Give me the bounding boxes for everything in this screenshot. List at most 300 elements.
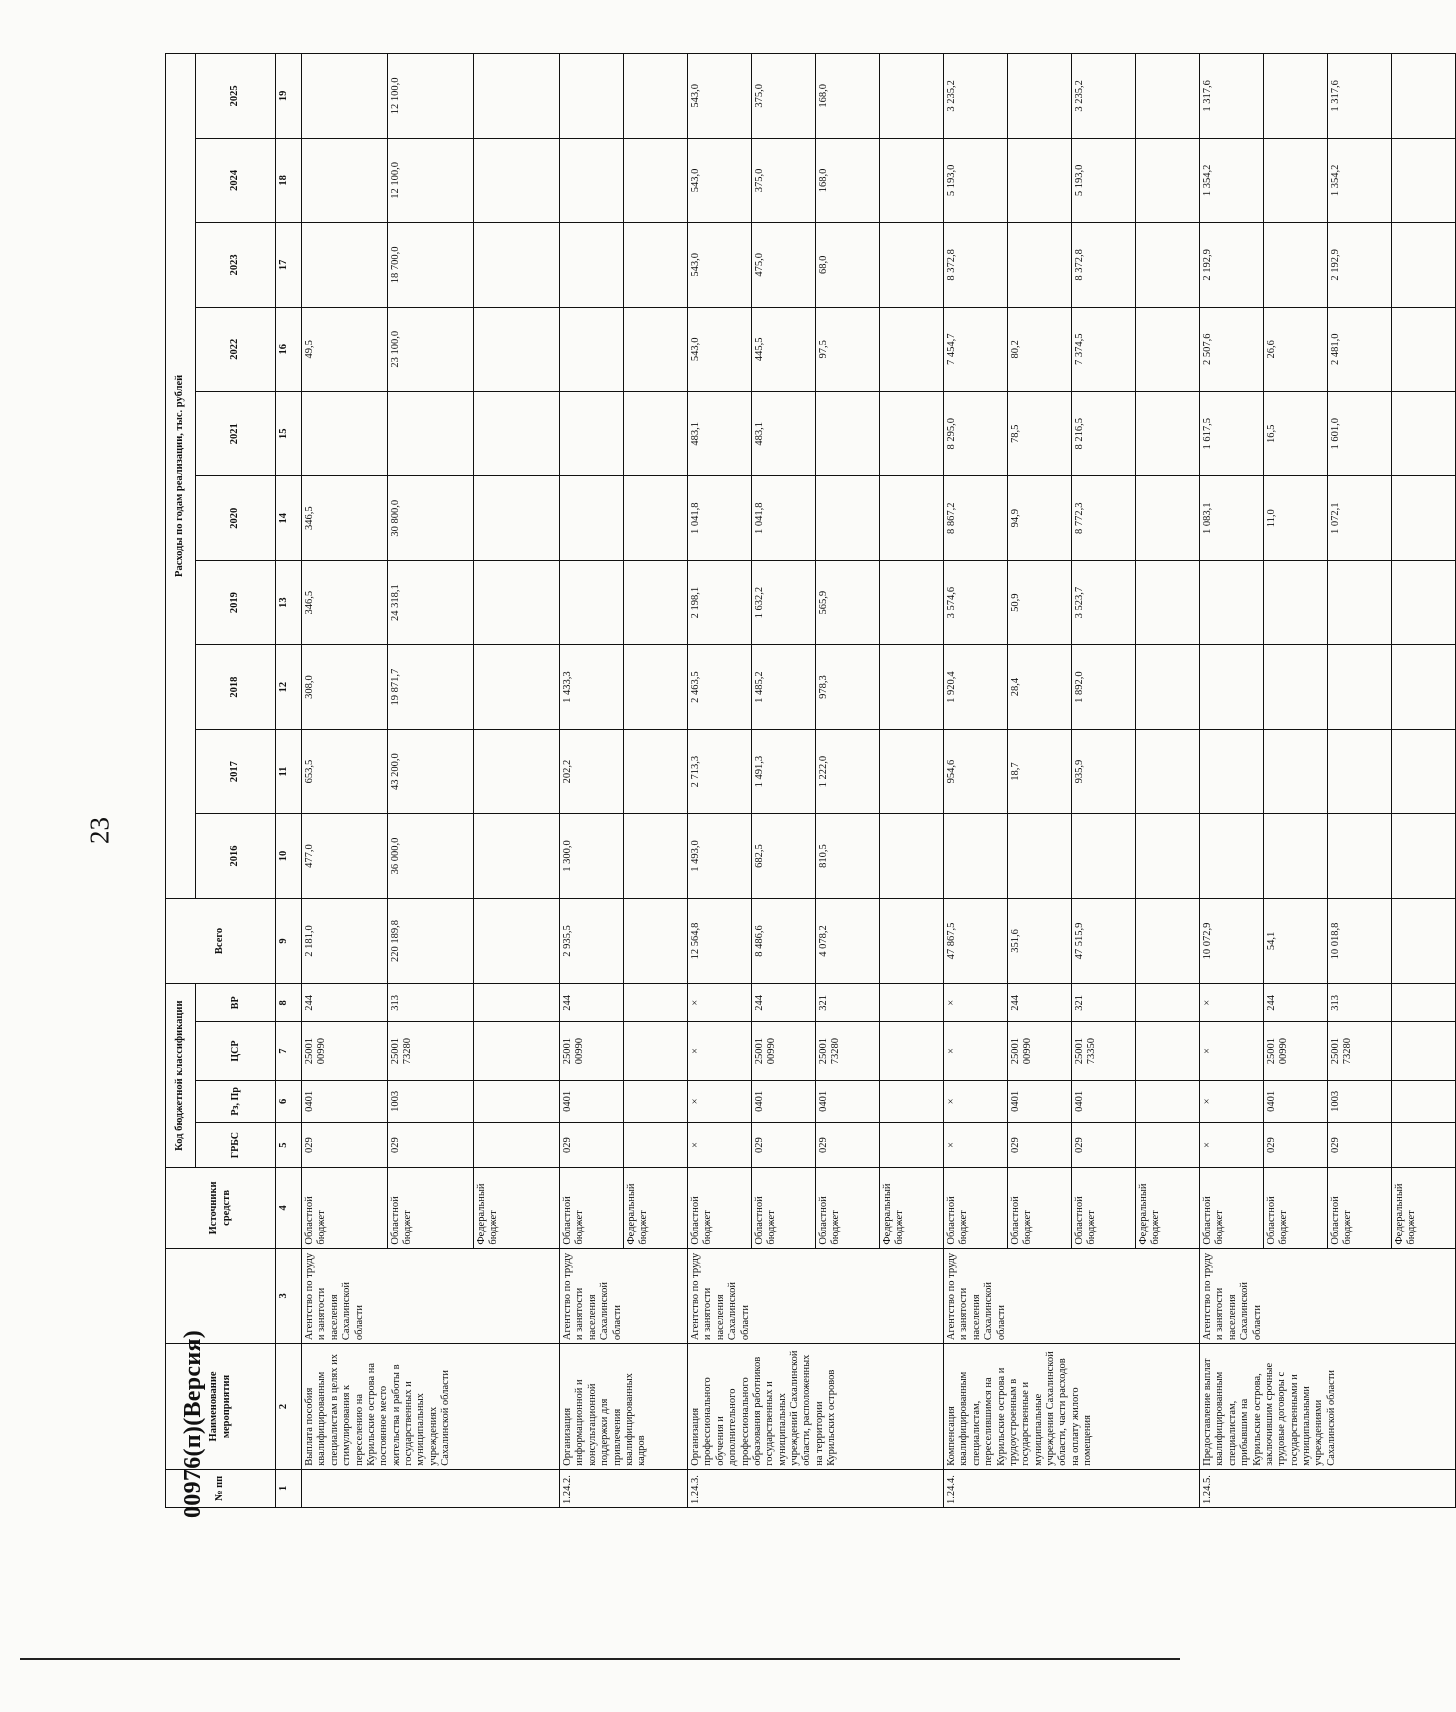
year-value-2025: 1 317,6 xyxy=(1328,54,1392,139)
year-value-2023 xyxy=(560,223,624,307)
year-value-2019 xyxy=(560,560,624,644)
year-value-2023 xyxy=(474,223,560,307)
index-cell: 4 xyxy=(276,1168,302,1248)
year-value-2024 xyxy=(624,138,688,222)
year-value-2024 xyxy=(880,138,944,222)
funding-source: Областной бюджет xyxy=(816,1168,880,1248)
header-kbk-2: ЦСР xyxy=(196,1022,276,1080)
year-value-2022: 445,5 xyxy=(752,307,816,391)
year-value-2017: 2 713,3 xyxy=(688,729,752,813)
measure-name: Компенсация квалифицированным специалистам, переселившимся на Курильские острова и трудоустроенным в государственные и муниципальные учреждения Сахалинской области, части расходов на оплату жилого помещения xyxy=(944,1344,1200,1470)
vr-code xyxy=(880,984,944,1022)
total-value: 54,1 xyxy=(1264,898,1328,983)
index-cell: 11 xyxy=(276,729,302,813)
measure-name: Выплата пособия квалифицированным специалистам в целях их стимулирования к переселению на Курильские острова на постоянное место жительства и работы в государственных и муниципальных учреждениях Сахалинской области xyxy=(302,1344,560,1470)
vr-code: × xyxy=(1200,984,1264,1022)
total-value: 12 564,8 xyxy=(688,898,752,983)
year-value-2022: 23 100,0 xyxy=(388,307,474,391)
year-value-2017: 954,6 xyxy=(944,729,1008,813)
measure-number: 1.24.3. xyxy=(688,1469,944,1507)
year-value-2024: 1 354,2 xyxy=(1200,138,1264,222)
csr-code xyxy=(624,1022,688,1080)
year-value-2019 xyxy=(624,560,688,644)
year-value-2021: 1 601,0 xyxy=(1328,392,1392,476)
csr-code: 25001 00990 xyxy=(1264,1022,1328,1080)
index-cell: 5 xyxy=(276,1122,302,1167)
grbs-code: 029 xyxy=(1008,1122,1072,1167)
csr-code xyxy=(1392,1022,1456,1080)
year-value-2019: 3 574,6 xyxy=(944,560,1008,644)
table-row xyxy=(944,54,1008,1508)
rzpr-code xyxy=(1136,1080,1200,1122)
rzpr-code: 0401 xyxy=(560,1080,624,1122)
header-year-2023: 2023 xyxy=(196,223,276,307)
header-year-2025: 2025 xyxy=(196,54,276,139)
table-row xyxy=(560,54,624,1508)
year-value-2017 xyxy=(1200,729,1264,813)
header-year-2016: 2016 xyxy=(196,814,276,898)
year-value-2025: 168,0 xyxy=(816,54,880,139)
year-value-2018 xyxy=(1264,645,1328,729)
year-value-2020: 1 072,1 xyxy=(1328,476,1392,560)
csr-code: × xyxy=(944,1022,1008,1080)
grbs-code: 029 xyxy=(1072,1122,1136,1167)
year-value-2021: 8 295,0 xyxy=(944,392,1008,476)
year-value-2020: 346,5 xyxy=(302,476,388,560)
vr-code: 244 xyxy=(1008,984,1072,1022)
year-value-2025 xyxy=(560,54,624,139)
year-value-2023: 18 700,0 xyxy=(388,223,474,307)
header-year-2019: 2019 xyxy=(196,560,276,644)
year-value-2023: 8 372,8 xyxy=(1072,223,1136,307)
year-value-2018 xyxy=(624,645,688,729)
funding-source: Федеральный бюджет xyxy=(474,1168,560,1248)
header-total: Всего xyxy=(166,898,276,983)
year-value-2021: 483,1 xyxy=(752,392,816,476)
grbs-code: 029 xyxy=(302,1122,388,1167)
vr-code: 313 xyxy=(1328,984,1392,1022)
vr-code: 244 xyxy=(302,984,388,1022)
grbs-code: × xyxy=(688,1122,752,1167)
year-value-2019 xyxy=(880,560,944,644)
year-value-2025 xyxy=(1008,54,1072,139)
funding-source: Федеральный бюджет xyxy=(880,1168,944,1248)
year-value-2019 xyxy=(1200,560,1264,644)
funding-source: Областной бюджет xyxy=(1008,1168,1072,1248)
measure-executor: Агентство по труду и занятости населения Сахалинской области xyxy=(688,1248,944,1344)
grbs-code: 029 xyxy=(1328,1122,1392,1167)
year-value-2025: 12 100,0 xyxy=(388,54,474,139)
bottom-rule xyxy=(20,1658,1180,1660)
year-value-2023 xyxy=(880,223,944,307)
year-value-2019 xyxy=(1328,560,1392,644)
year-value-2022 xyxy=(474,307,560,391)
csr-code: 25001 00990 xyxy=(752,1022,816,1080)
year-value-2025: 375,0 xyxy=(752,54,816,139)
header-kbk-0: ГРБС xyxy=(196,1122,276,1167)
year-value-2025 xyxy=(474,54,560,139)
measure-executor: Агентство по труду и занятости населения Сахалинской области xyxy=(560,1248,688,1344)
year-value-2019: 50,9 xyxy=(1008,560,1072,644)
year-value-2018 xyxy=(1200,645,1264,729)
year-value-2018: 2 463,5 xyxy=(688,645,752,729)
rzpr-code xyxy=(880,1080,944,1122)
year-value-2016: 36 000,0 xyxy=(388,814,474,898)
total-value: 8 486,6 xyxy=(752,898,816,983)
header-year-2018: 2018 xyxy=(196,645,276,729)
year-value-2019 xyxy=(1392,560,1456,644)
year-value-2023 xyxy=(1264,223,1328,307)
year-value-2021 xyxy=(560,392,624,476)
index-cell: 8 xyxy=(276,984,302,1022)
total-value: 47 867,5 xyxy=(944,898,1008,983)
year-value-2023: 543,0 xyxy=(688,223,752,307)
grbs-code xyxy=(1136,1122,1200,1167)
year-value-2019: 24 318,1 xyxy=(388,560,474,644)
grbs-code xyxy=(1392,1122,1456,1167)
rzpr-code xyxy=(1392,1080,1456,1122)
year-value-2023 xyxy=(624,223,688,307)
header-year-2020: 2020 xyxy=(196,476,276,560)
year-value-2020: 8 867,2 xyxy=(944,476,1008,560)
year-value-2025 xyxy=(1264,54,1328,139)
year-value-2025 xyxy=(302,54,388,139)
year-value-2025: 543,0 xyxy=(688,54,752,139)
year-value-2018: 28,4 xyxy=(1008,645,1072,729)
year-value-2018: 1 433,3 xyxy=(560,645,624,729)
year-value-2023: 475,0 xyxy=(752,223,816,307)
year-value-2017: 653,5 xyxy=(302,729,388,813)
funding-source: Областной бюджет xyxy=(1264,1168,1328,1248)
rzpr-code: 0401 xyxy=(1264,1080,1328,1122)
year-value-2022 xyxy=(624,307,688,391)
total-value xyxy=(624,898,688,983)
header-sources: Источники средств xyxy=(166,1168,276,1248)
year-value-2016 xyxy=(1264,814,1328,898)
year-value-2025: 3 235,2 xyxy=(1072,54,1136,139)
year-value-2016: 810,5 xyxy=(816,814,880,898)
year-value-2020: 1 041,8 xyxy=(688,476,752,560)
funding-source: Федеральный бюджет xyxy=(1392,1168,1456,1248)
rzpr-code: 0401 xyxy=(302,1080,388,1122)
total-value: 47 515,9 xyxy=(1072,898,1136,983)
vr-code: × xyxy=(688,984,752,1022)
index-cell: 2 xyxy=(276,1344,302,1470)
year-value-2021 xyxy=(880,392,944,476)
vr-code: 321 xyxy=(816,984,880,1022)
year-value-2020 xyxy=(1136,476,1200,560)
year-value-2019 xyxy=(1136,560,1200,644)
grbs-code: × xyxy=(944,1122,1008,1167)
year-value-2022: 49,5 xyxy=(302,307,388,391)
total-value: 351,6 xyxy=(1008,898,1072,983)
measure-executor: Агентство по труду и занятости населения Сахалинской области xyxy=(1200,1248,1456,1344)
year-value-2024: 5 193,0 xyxy=(1072,138,1136,222)
csr-code: 25001 73280 xyxy=(1328,1022,1392,1080)
csr-code: 25001 73280 xyxy=(388,1022,474,1080)
measure-number: 1.24.5. xyxy=(1200,1469,1456,1507)
csr-code: × xyxy=(688,1022,752,1080)
measure-executor: Агентство по труду и занятости населения Сахалинской области xyxy=(302,1248,560,1344)
year-value-2024: 375,0 xyxy=(752,138,816,222)
index-cell: 6 xyxy=(276,1080,302,1122)
total-value: 220 189,8 xyxy=(388,898,474,983)
header-year-2021: 2021 xyxy=(196,392,276,476)
total-value: 2 181,0 xyxy=(302,898,388,983)
year-value-2016: 1 493,0 xyxy=(688,814,752,898)
measure-name: Организация информационной и консультационной поддержки для привлечения квалифицированных кадров xyxy=(560,1344,688,1470)
year-value-2023: 2 192,9 xyxy=(1328,223,1392,307)
year-value-2017: 43 200,0 xyxy=(388,729,474,813)
grbs-code: 029 xyxy=(752,1122,816,1167)
year-value-2019 xyxy=(474,560,560,644)
index-cell: 3 xyxy=(276,1248,302,1344)
year-value-2022: 7 454,7 xyxy=(944,307,1008,391)
year-value-2023: 2 192,9 xyxy=(1200,223,1264,307)
year-value-2017 xyxy=(1328,729,1392,813)
year-value-2021: 8 216,5 xyxy=(1072,392,1136,476)
year-value-2017 xyxy=(880,729,944,813)
rotated-table-wrapper xyxy=(165,53,1418,1508)
year-value-2022: 2 507,6 xyxy=(1200,307,1264,391)
year-value-2021: 483,1 xyxy=(688,392,752,476)
total-value: 10 018,8 xyxy=(1328,898,1392,983)
index-cell: 17 xyxy=(276,223,302,307)
year-value-2025 xyxy=(1136,54,1200,139)
header-years-group: Расходы по годам реализации, тыс. рублей xyxy=(166,54,196,899)
header-no: № пп xyxy=(166,1469,276,1507)
year-value-2023: 8 372,8 xyxy=(944,223,1008,307)
vr-code xyxy=(1136,984,1200,1022)
year-value-2022: 80,2 xyxy=(1008,307,1072,391)
year-value-2021 xyxy=(474,392,560,476)
year-value-2020: 8 772,3 xyxy=(1072,476,1136,560)
year-value-2024: 543,0 xyxy=(688,138,752,222)
rzpr-code: × xyxy=(944,1080,1008,1122)
year-value-2024 xyxy=(1008,138,1072,222)
grbs-code xyxy=(474,1122,560,1167)
year-value-2019 xyxy=(1264,560,1328,644)
grbs-code: 029 xyxy=(388,1122,474,1167)
year-value-2016 xyxy=(1392,814,1456,898)
year-value-2024 xyxy=(1392,138,1456,222)
year-value-2022 xyxy=(1392,307,1456,391)
year-value-2019: 1 632,2 xyxy=(752,560,816,644)
funding-source: Областной бюджет xyxy=(752,1168,816,1248)
rzpr-code: 1003 xyxy=(388,1080,474,1122)
year-value-2023 xyxy=(1136,223,1200,307)
year-value-2022 xyxy=(880,307,944,391)
measure-number: 1.24.4. xyxy=(944,1469,1200,1507)
rzpr-code: 1003 xyxy=(1328,1080,1392,1122)
vr-code: 313 xyxy=(388,984,474,1022)
year-value-2025: 1 317,6 xyxy=(1200,54,1264,139)
year-value-2017 xyxy=(1136,729,1200,813)
vr-code xyxy=(1392,984,1456,1022)
index-cell: 16 xyxy=(276,307,302,391)
year-value-2016: 1 300,0 xyxy=(560,814,624,898)
year-value-2018: 1 485,2 xyxy=(752,645,816,729)
year-value-2023 xyxy=(302,223,388,307)
year-value-2016 xyxy=(1008,814,1072,898)
csr-code: 25001 73350 xyxy=(1072,1022,1136,1080)
csr-code xyxy=(474,1022,560,1080)
total-value xyxy=(1136,898,1200,983)
year-value-2016 xyxy=(624,814,688,898)
funding-source: Областной бюджет xyxy=(1200,1168,1264,1248)
year-value-2024: 12 100,0 xyxy=(388,138,474,222)
year-value-2017: 202,2 xyxy=(560,729,624,813)
year-value-2018 xyxy=(474,645,560,729)
index-cell: 18 xyxy=(276,138,302,222)
year-value-2024 xyxy=(1136,138,1200,222)
year-value-2017: 18,7 xyxy=(1008,729,1072,813)
year-value-2019: 2 198,1 xyxy=(688,560,752,644)
rzpr-code: 0401 xyxy=(1008,1080,1072,1122)
measure-number xyxy=(302,1469,560,1507)
funding-source: Областной бюджет xyxy=(688,1168,752,1248)
year-value-2022: 26,6 xyxy=(1264,307,1328,391)
index-row xyxy=(276,54,302,1508)
grbs-code xyxy=(624,1122,688,1167)
year-value-2016: 682,5 xyxy=(752,814,816,898)
measure-number: 1.24.2. xyxy=(560,1469,688,1507)
year-value-2023 xyxy=(1392,223,1456,307)
measure-executor: Агентство по труду и занятости населения Сахалинской области xyxy=(944,1248,1200,1344)
year-value-2021 xyxy=(816,392,880,476)
year-value-2018: 978,3 xyxy=(816,645,880,729)
year-value-2021 xyxy=(1392,392,1456,476)
rzpr-code: 0401 xyxy=(816,1080,880,1122)
measure-name: Предоставление выплат квалифицированным специалистам, прибывшим на Курильские острова, заключившим срочные трудовые договоры с государственными и муниципальными учреждениями Сахалинской области xyxy=(1200,1344,1456,1470)
funding-source: Областной бюджет xyxy=(1328,1168,1392,1248)
year-value-2016 xyxy=(1328,814,1392,898)
grbs-code: × xyxy=(1200,1122,1264,1167)
year-value-2019: 565,9 xyxy=(816,560,880,644)
year-value-2017: 1 222,0 xyxy=(816,729,880,813)
funding-source: Областной бюджет xyxy=(944,1168,1008,1248)
rzpr-code: × xyxy=(688,1080,752,1122)
csr-code xyxy=(880,1022,944,1080)
csr-code: × xyxy=(1200,1022,1264,1080)
year-value-2022: 7 374,5 xyxy=(1072,307,1136,391)
year-value-2024 xyxy=(302,138,388,222)
rzpr-code: 0401 xyxy=(1072,1080,1136,1122)
year-value-2023 xyxy=(1008,223,1072,307)
page-number: 23 xyxy=(84,817,115,844)
year-value-2017: 1 491,3 xyxy=(752,729,816,813)
header-kbk-1: Рз, Пр xyxy=(196,1080,276,1122)
year-value-2018 xyxy=(1392,645,1456,729)
grbs-code: 029 xyxy=(816,1122,880,1167)
year-value-2022: 97,5 xyxy=(816,307,880,391)
year-value-2025 xyxy=(880,54,944,139)
total-value xyxy=(474,898,560,983)
index-cell: 19 xyxy=(276,54,302,139)
funding-source: Федеральный бюджет xyxy=(1136,1168,1200,1248)
header-year-2024: 2024 xyxy=(196,138,276,222)
budget-table xyxy=(165,53,1456,1508)
year-value-2017 xyxy=(1392,729,1456,813)
year-value-2024 xyxy=(560,138,624,222)
funding-source: Областной бюджет xyxy=(388,1168,474,1248)
header-kbk-group: Код бюджетной классификации xyxy=(166,984,196,1168)
year-value-2018: 1 920,4 xyxy=(944,645,1008,729)
year-value-2020 xyxy=(474,476,560,560)
year-value-2017 xyxy=(474,729,560,813)
year-value-2017: 935,9 xyxy=(1072,729,1136,813)
year-value-2020 xyxy=(624,476,688,560)
header-name: Наименование мероприятия xyxy=(166,1344,276,1470)
year-value-2016 xyxy=(1072,814,1136,898)
year-value-2016 xyxy=(1200,814,1264,898)
vr-code: 244 xyxy=(752,984,816,1022)
year-value-2021 xyxy=(302,392,388,476)
year-value-2020: 11,0 xyxy=(1264,476,1328,560)
year-value-2021 xyxy=(1136,392,1200,476)
csr-code xyxy=(1136,1022,1200,1080)
year-value-2024: 168,0 xyxy=(816,138,880,222)
year-value-2021 xyxy=(388,392,474,476)
grbs-code: 029 xyxy=(1264,1122,1328,1167)
year-value-2024: 1 354,2 xyxy=(1328,138,1392,222)
table-row xyxy=(1200,54,1264,1508)
funding-source: Областной бюджет xyxy=(560,1168,624,1248)
table-row xyxy=(302,54,388,1508)
csr-code: 25001 00990 xyxy=(560,1022,624,1080)
year-value-2017 xyxy=(624,729,688,813)
measure-name: Организация профессионального обучения и дополнительного профессионального образования работников государственных и муниципальных учреждений Сахалинской области, расположенных на территории Курильских островов xyxy=(688,1344,944,1470)
csr-code: 25001 73280 xyxy=(816,1022,880,1080)
year-value-2024: 5 193,0 xyxy=(944,138,1008,222)
year-value-2018: 19 871,7 xyxy=(388,645,474,729)
year-value-2021 xyxy=(624,392,688,476)
funding-source: Областной бюджет xyxy=(1072,1168,1136,1248)
header-year-2017: 2017 xyxy=(196,729,276,813)
grbs-code xyxy=(880,1122,944,1167)
year-value-2020: 30 800,0 xyxy=(388,476,474,560)
year-value-2021: 78,5 xyxy=(1008,392,1072,476)
rzpr-code xyxy=(474,1080,560,1122)
year-value-2018: 308,0 xyxy=(302,645,388,729)
index-cell: 9 xyxy=(276,898,302,983)
index-cell: 1 xyxy=(276,1469,302,1507)
year-value-2021: 16,5 xyxy=(1264,392,1328,476)
table-row xyxy=(688,54,752,1508)
year-value-2020 xyxy=(560,476,624,560)
index-cell: 12 xyxy=(276,645,302,729)
year-value-2018 xyxy=(1328,645,1392,729)
header-kbk-3: ВР xyxy=(196,984,276,1022)
total-value xyxy=(880,898,944,983)
year-value-2018 xyxy=(880,645,944,729)
total-value: 2 935,5 xyxy=(560,898,624,983)
total-value xyxy=(1392,898,1456,983)
header-year-2022: 2022 xyxy=(196,307,276,391)
year-value-2016 xyxy=(474,814,560,898)
vr-code: × xyxy=(944,984,1008,1022)
year-value-2017 xyxy=(1264,729,1328,813)
csr-code: 25001 00990 xyxy=(302,1022,388,1080)
index-cell: 10 xyxy=(276,814,302,898)
year-value-2025 xyxy=(624,54,688,139)
year-value-2024 xyxy=(1264,138,1328,222)
year-value-2016 xyxy=(1136,814,1200,898)
year-value-2016 xyxy=(944,814,1008,898)
year-value-2025: 3 235,2 xyxy=(944,54,1008,139)
year-value-2022 xyxy=(1136,307,1200,391)
index-cell: 15 xyxy=(276,392,302,476)
